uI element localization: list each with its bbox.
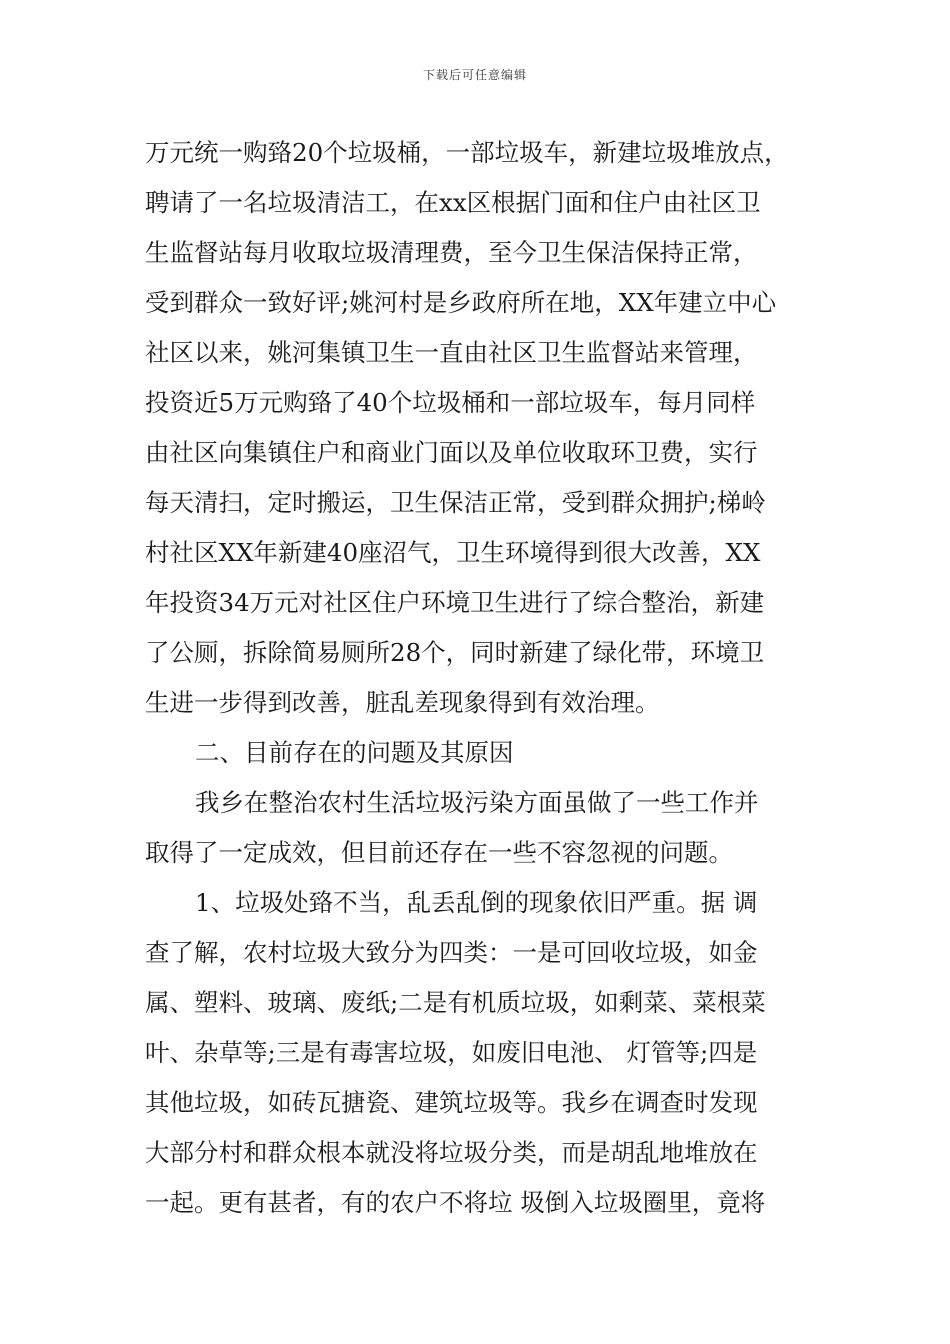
text-line: 大部分村和群众根本就没将垃圾分类，而是胡乱地堆放在 xyxy=(145,1138,758,1167)
text-line: 1、垃圾处臵不当，乱丢乱倒的现象依旧严重。据 调 xyxy=(195,888,758,917)
text-line: 取得了一定成效，但目前还存在一些不容忽视的问题。 xyxy=(145,838,733,867)
section-heading: 二、目前存在的问题及其原因 xyxy=(195,738,514,767)
text-line: 每天清扫，定时搬运，卫生保洁正常，受到群众拥护;梯岭 xyxy=(145,488,766,517)
text-line: 生监督站每月收取垃圾清理费，至今卫生保洁保持正常， xyxy=(145,238,758,267)
text-line: 年投资34万元对社区住户环境卫生进行了综合整治，新建 xyxy=(145,588,765,617)
text-line: 由社区向集镇住户和商业门面以及单位收取环卫费，实行 xyxy=(145,438,758,467)
document-body xyxy=(145,128,815,1228)
text-line: 叶、杂草等;三是有毒害垃圾，如废旧电池、 灯管等;四是 xyxy=(145,1038,758,1067)
text-line: 万元统一购臵20个垃圾桶，一部垃圾车，新建垃圾堆放点， xyxy=(145,138,789,167)
text-line: 生进一步得到改善，脏乱差现象得到有效治理。 xyxy=(145,688,660,717)
text-line: 属、塑料、玻璃、废纸;二是有机质垃圾，如剩菜、菜根菜 xyxy=(145,988,766,1017)
text-line: 一起。更有甚者，有的农户不将垃 圾倒入垃圾圈里，竟将 xyxy=(145,1188,766,1217)
text-line: 村社区XX年新建40座沼气，卫生环境得到很大改善，XX xyxy=(145,538,761,567)
text-line: 我乡在整治农村生活垃圾污染方面虽做了一些工作并 xyxy=(195,788,759,817)
text-line: 社区以来，姚河集镇卫生一直由社区卫生监督站来管理， xyxy=(145,338,758,367)
text-line: 查了解，农村垃圾大致分为四类：一是可回收垃圾，如金 xyxy=(145,938,758,967)
page-header: 下载后可任意编辑 xyxy=(422,68,527,82)
text-line: 投资近5万元购臵了40个垃圾桶和一部垃圾车，每月同样 xyxy=(145,388,756,417)
text-line: 受到群众一致好评;姚河村是乡政府所在地，XX年建立中心 xyxy=(145,288,777,317)
text-line: 了公厕，拆除简易厕所28个，同时新建了绿化带，环境卫 xyxy=(145,638,765,667)
text-line: 聘请了一名垃圾清洁工，在xx区根据门面和住户由社区卫 xyxy=(145,188,761,217)
text-line: 其他垃圾，如砖瓦搪瓷、建筑垃圾等。我乡在调查时发现 xyxy=(145,1088,758,1117)
